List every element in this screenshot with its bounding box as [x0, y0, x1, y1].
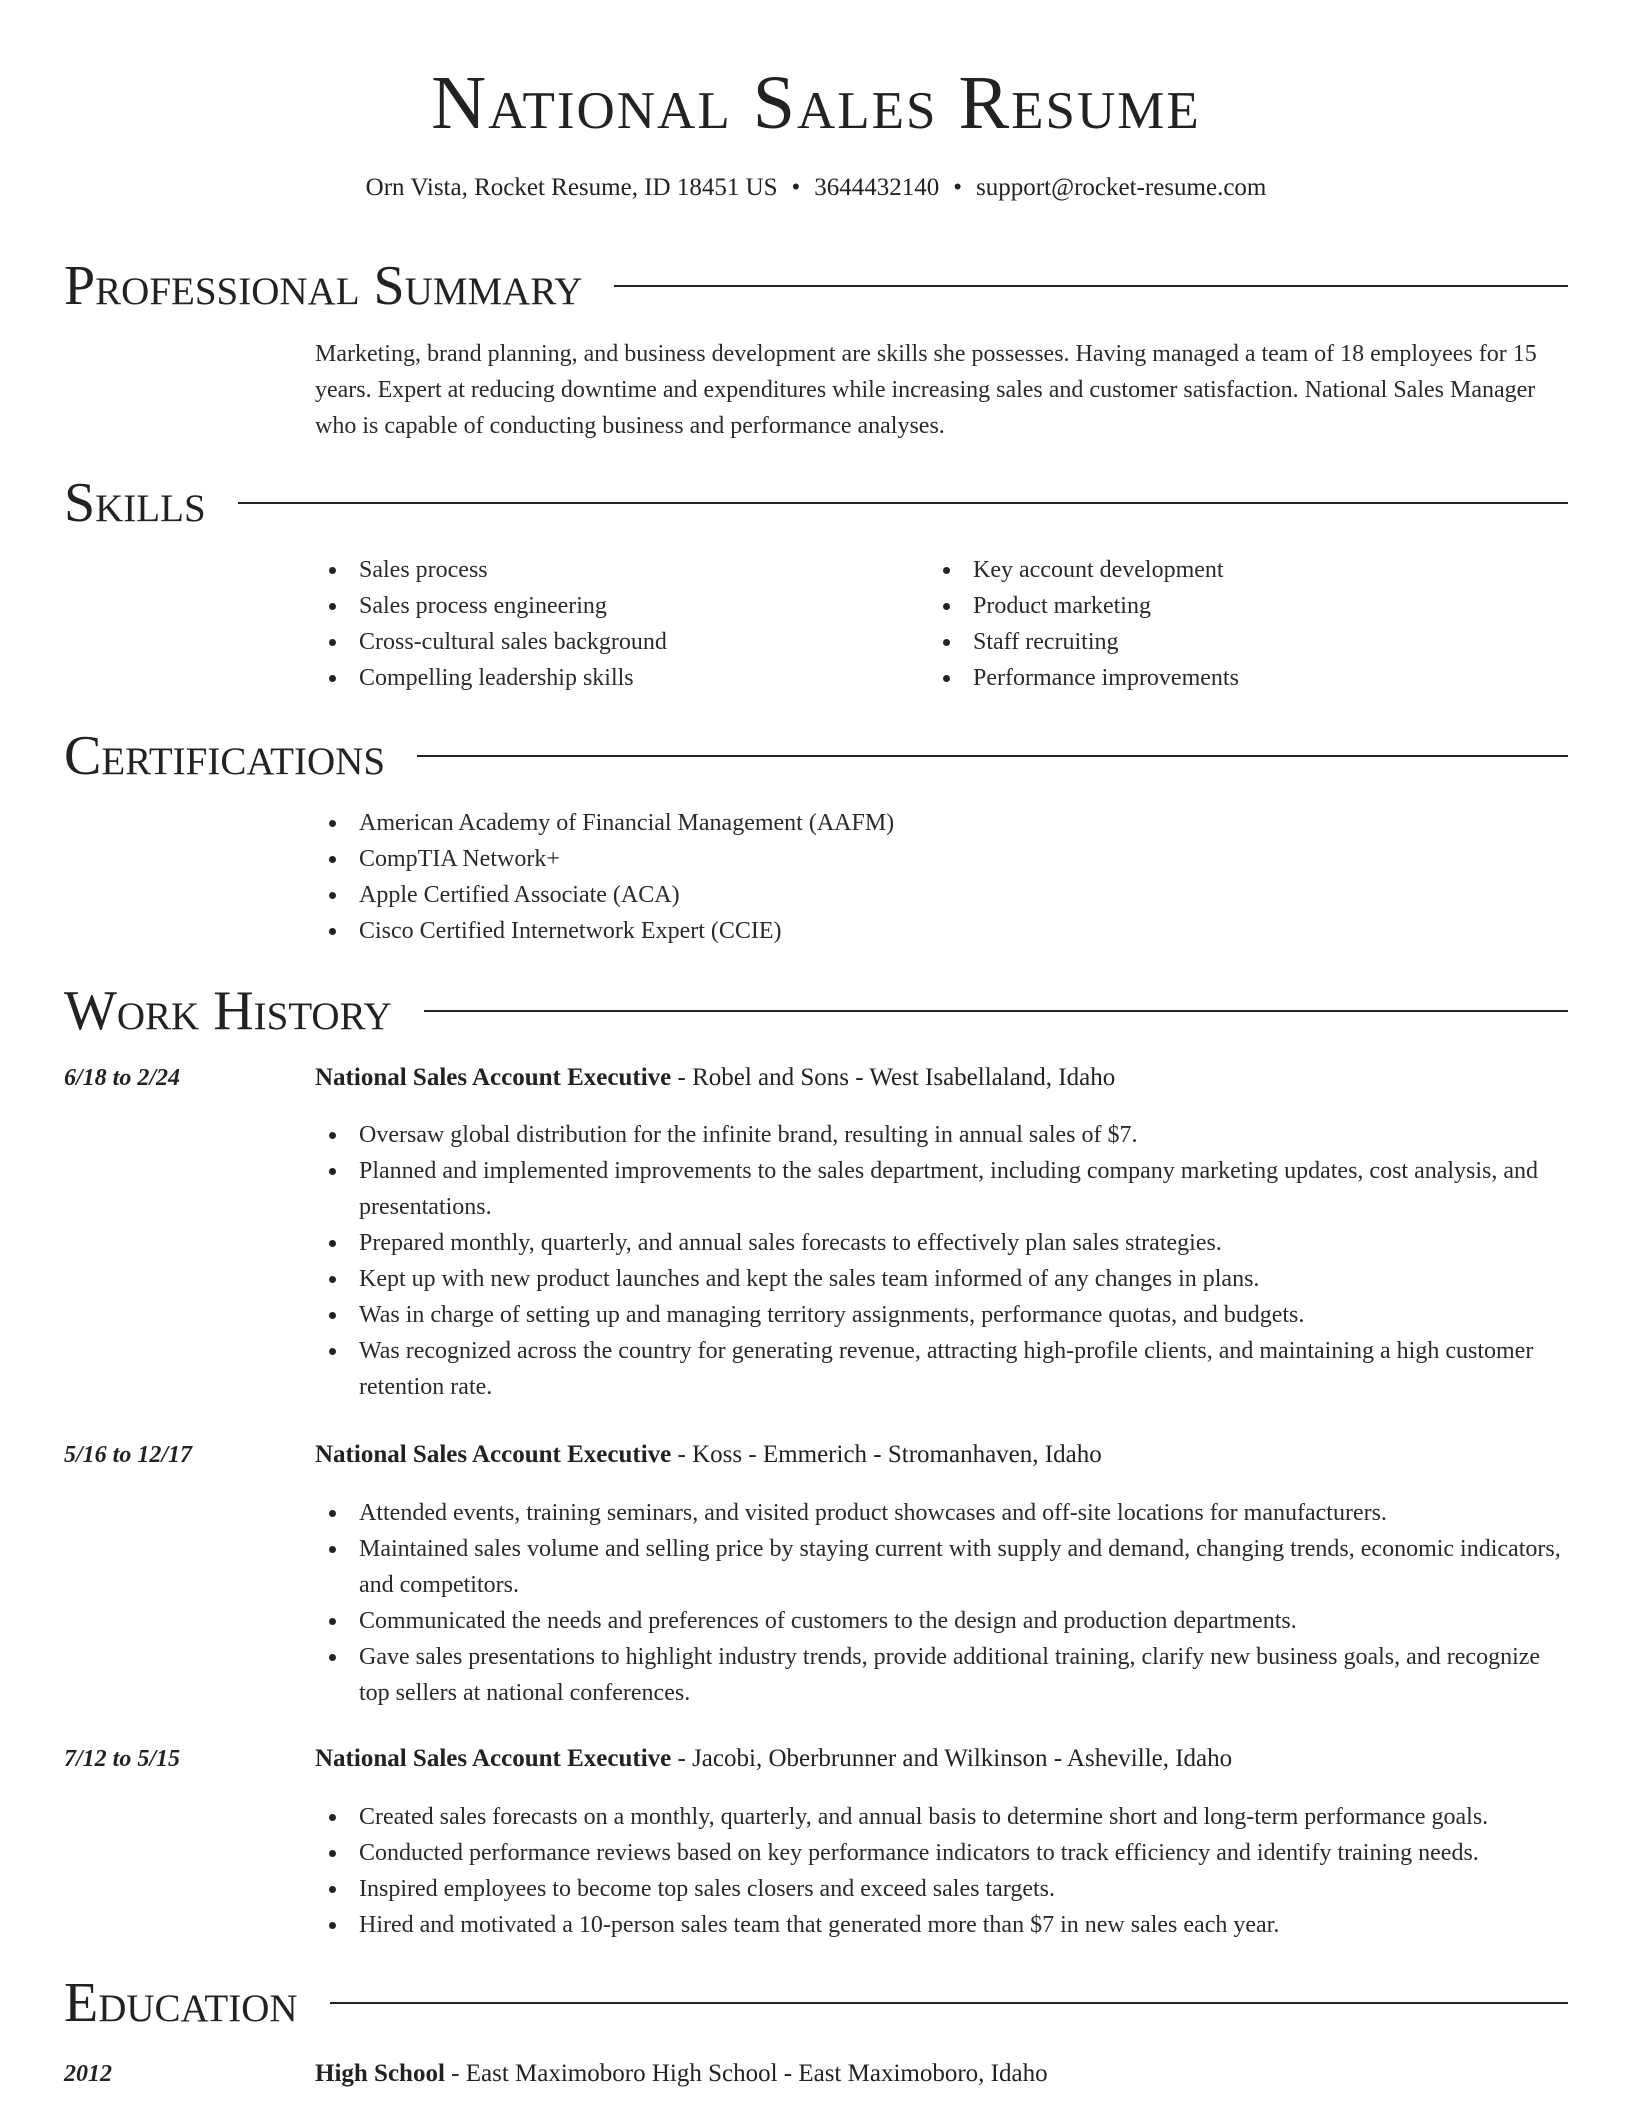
skill-item: Product marketing [929, 588, 1529, 624]
certification-item: Apple Certified Associate (ACA) [315, 877, 1568, 913]
skill-item: Cross-cultural sales background [315, 624, 915, 660]
skill-item: Staff recruiting [929, 624, 1529, 660]
contact-separator: • [953, 174, 963, 201]
skills-list-left [315, 552, 915, 696]
section-divider [330, 2002, 1568, 2004]
section-divider [614, 285, 1568, 287]
education-degree: High School [315, 2060, 445, 2087]
contact-line [0, 174, 1632, 202]
contact-email: support@rocket-resume.com [976, 174, 1267, 201]
job-heading [315, 1441, 1568, 1469]
job-details: - Jacobi, Oberbrunner and Wilkinson - Asheville, Idaho [671, 1745, 1233, 1772]
job-details: - Koss - Emmerich - Stromanhaven, Idaho [671, 1441, 1102, 1468]
section-divider [424, 1010, 1568, 1012]
section-title: Skills [64, 472, 206, 534]
job-bullets [315, 1799, 1568, 1943]
job-bullet: Inspired employees to become top sales closers and exceed sales targets. [315, 1871, 1568, 1907]
job-details: - Robel and Sons - West Isabellaland, Idaho [671, 1064, 1116, 1091]
section-header-education [64, 1972, 1568, 2034]
job-bullet: Created sales forecasts on a monthly, quarterly, and annual basis to determine short and long-term performance goals. [315, 1799, 1568, 1835]
skill-item: Compelling leadership skills [315, 660, 915, 696]
section-header-work-history [64, 980, 1568, 1042]
skills-list-right [929, 552, 1529, 696]
certification-item: American Academy of Financial Management (AAFM) [315, 805, 1568, 841]
job-bullet: Oversaw global distribution for the infinite brand, resulting in annual sales of $7. [315, 1117, 1568, 1153]
job-bullet: Was recognized across the country for generating revenue, attracting high-profile clients, and maintaining a high customer retention rate. [315, 1333, 1568, 1405]
skill-item: Performance improvements [929, 660, 1529, 696]
job-bullet: Prepared monthly, quarterly, and annual sales forecasts to effectively plan sales strategies. [315, 1225, 1568, 1261]
job-heading [315, 1064, 1568, 1092]
job-bullet: Maintained sales volume and selling price by staying current with supply and demand, changing trends, economic indicators, and competitors. [315, 1531, 1568, 1603]
skill-item: Key account development [929, 552, 1529, 588]
section-title: Education [64, 1972, 298, 2034]
section-title: Professional Summary [64, 255, 583, 317]
section-header-skills [64, 472, 1568, 534]
summary-text: Marketing, brand planning, and business development are skills she possesses. Having managed a team of 18 employees for 15 years. Expert at reducing downtime and expenditures while increasing sales and customer satisfaction. National Sales Manager who is capable of conducting business and performance analyses. [315, 341, 1537, 439]
job-role: National Sales Account Executive [315, 1064, 672, 1091]
job-role: National Sales Account Executive [315, 1745, 672, 1772]
job-bullet: Hired and motivated a 10-person sales team that generated more than $7 in new sales each year. [315, 1907, 1568, 1943]
job-bullet: Kept up with new product launches and kept the sales team informed of any changes in plans. [315, 1261, 1568, 1297]
education-heading [315, 2060, 1568, 2088]
contact-separator: • [791, 174, 801, 201]
section-title: Certifications [64, 725, 386, 787]
job-heading [315, 1745, 1568, 1773]
section-divider [417, 755, 1568, 757]
contact-phone: 3644432140 [814, 174, 940, 201]
education-year: 2012 [64, 2061, 112, 2087]
resume-title: National Sales Resume [431, 61, 1201, 145]
certification-item: CompTIA Network+ [315, 841, 1568, 877]
job-dates: 6/18 to 2/24 [64, 1065, 181, 1091]
job-dates: 7/12 to 5/15 [64, 1746, 181, 1772]
section-title: Work History [64, 980, 392, 1042]
certifications-list [315, 805, 1568, 949]
section-divider [238, 502, 1568, 504]
job-bullet: Conducted performance reviews based on key performance indicators to track efficiency and identify training needs. [315, 1835, 1568, 1871]
education-details: - East Maximoboro High School - East Maximoboro, Idaho [444, 2060, 1048, 2087]
job-bullet: Was in charge of setting up and managing territory assignments, performance quotas, and budgets. [315, 1297, 1568, 1333]
job-bullet: Communicated the needs and preferences of customers to the design and production departments. [315, 1603, 1568, 1639]
section-header-summary [64, 255, 1568, 317]
skill-item: Sales process engineering [315, 588, 915, 624]
job-bullet: Gave sales presentations to highlight industry trends, provide additional training, clarify new business goals, and recognize top sellers at national conferences. [315, 1639, 1568, 1711]
certification-item: Cisco Certified Internetwork Expert (CCIE) [315, 913, 1568, 949]
job-bullets [315, 1495, 1568, 1711]
skill-item: Sales process [315, 552, 915, 588]
job-bullet: Planned and implemented improvements to the sales department, including company marketing updates, cost analysis, and presentations. [315, 1153, 1568, 1225]
job-dates: 5/16 to 12/17 [64, 1442, 193, 1468]
job-role: National Sales Account Executive [315, 1441, 672, 1468]
contact-address: Orn Vista, Rocket Resume, ID 18451 US [365, 174, 778, 201]
section-header-certifications [64, 725, 1568, 787]
job-bullets [315, 1117, 1568, 1405]
job-bullet: Attended events, training seminars, and visited product showcases and off-site locations for manufacturers. [315, 1495, 1568, 1531]
